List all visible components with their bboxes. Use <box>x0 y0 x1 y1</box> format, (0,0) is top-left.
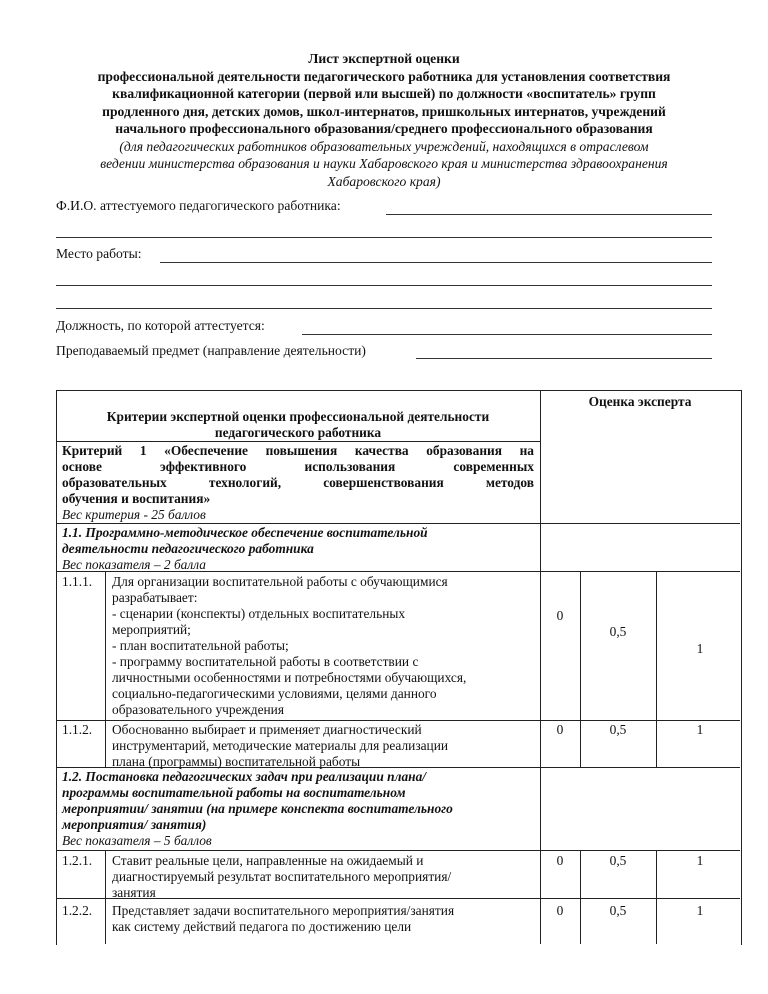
fio-label: Ф.И.О. аттестуемого педагогического работника: <box>56 198 341 213</box>
table-divider <box>580 850 581 944</box>
table-divider <box>656 571 657 767</box>
criterion-title: основе эффективного использования современных <box>62 459 534 474</box>
title-line: квалификационной категории (первой или высшей) по должности «воспитатель» групп <box>112 86 656 101</box>
row-text: мероприятий; <box>112 622 191 637</box>
criteria-header: Критерии экспертной оценки профессиональной деятельности <box>106 409 490 424</box>
title-line: продленного дня, детских домов, школ-интернатов, пришкольных интернатов, учреждений <box>102 103 666 119</box>
score-option-0[interactable]: 0 <box>556 608 564 623</box>
row-text: инструментарий, методические материалы для реализации <box>112 738 449 753</box>
criterion-title: обучения и воспитания» <box>62 491 211 506</box>
row-text: диагностируемый результат воспитательного мероприятия/ <box>112 869 452 884</box>
criterion-weight: Вес критерия - 25 баллов <box>62 507 206 522</box>
table-divider <box>580 571 581 767</box>
title-line: начального профессионального образования/среднего профессионального образования <box>115 121 653 136</box>
position-label: Должность, по которой аттестуется: <box>56 318 265 333</box>
score-option-1[interactable]: 1 <box>696 903 704 918</box>
indicator-title: программы воспитательной работы на воспитательном <box>62 785 406 800</box>
table-divider <box>105 571 106 767</box>
row-text: плана (программы) воспитательной работы <box>112 754 361 769</box>
workplace-field-continuation[interactable] <box>56 285 712 286</box>
row-text: занятия <box>112 885 156 900</box>
row-text: Ставит реальные цели, направленные на ожидаемый и <box>112 853 424 868</box>
score-option-05[interactable]: 0,5 <box>609 903 627 918</box>
score-option-1[interactable]: 1 <box>696 853 704 868</box>
subject-field[interactable] <box>416 358 712 359</box>
row-text: социально-педагогическими условиями, целями данного <box>112 686 437 701</box>
row-text: Для организации воспитательной работы с обучающимися <box>112 574 448 589</box>
criteria-header: педагогического работника <box>214 425 382 440</box>
row-text: Представляет задачи воспитательного мероприятия/занятия <box>112 903 455 918</box>
criterion-title: образовательных технологий, совершенствования методов <box>62 475 534 490</box>
table-divider <box>56 850 740 851</box>
subtitle-line: (для педагогических работников образовательных учреждений, находящихся в отраслевом <box>119 138 649 154</box>
score-option-05[interactable]: 0,5 <box>609 624 627 639</box>
row-text: личностными особенностями и потребностями обучающихся, <box>112 670 467 685</box>
indicator-title: деятельности педагогического работника <box>62 541 314 556</box>
table-divider <box>105 850 106 944</box>
table-divider <box>656 850 657 944</box>
score-option-0[interactable]: 0 <box>556 903 564 918</box>
document-title <box>40 50 728 190</box>
indicator-title: 1.2. Постановка педагогических задач при реализации плана/ <box>62 769 426 784</box>
fio-field[interactable] <box>386 214 712 215</box>
row-number: 1.2.2. <box>62 903 93 918</box>
indicator-weight: Вес показателя – 2 балла <box>62 557 206 572</box>
table-divider <box>56 720 740 721</box>
title-line: профессиональной деятельности педагогического работника для установления соответствия <box>97 68 671 84</box>
position-field[interactable] <box>302 334 712 335</box>
row-text: - план воспитательной работы; <box>112 638 289 653</box>
row-text: - программу воспитательной работы в соответствии с <box>112 654 419 669</box>
row-text: разрабатывает: <box>112 590 198 605</box>
criterion-title: Критерий 1 «Обеспечение повышения качества образования на <box>62 443 534 458</box>
table-divider <box>56 898 740 899</box>
row-text: как систему действий педагога по достижению цели <box>112 919 412 934</box>
row-number: 1.2.1. <box>62 853 93 868</box>
score-option-0[interactable]: 0 <box>556 853 564 868</box>
row-text: Обоснованно выбирает и применяет диагностический <box>112 722 422 737</box>
indicator-weight: Вес показателя – 5 баллов <box>62 833 212 848</box>
score-option-05[interactable]: 0,5 <box>609 853 627 868</box>
workplace-label: Место работы: <box>56 246 142 261</box>
score-option-0[interactable]: 0 <box>556 722 564 737</box>
workplace-field[interactable] <box>160 262 712 263</box>
score-option-05[interactable]: 0,5 <box>609 722 627 737</box>
row-number: 1.1.1. <box>62 574 93 589</box>
indicator-title: мероприятия/ занятия) <box>62 817 207 832</box>
subtitle-line: Хабаровского края) <box>327 173 441 189</box>
workplace-field-continuation[interactable] <box>56 308 712 309</box>
row-text: образовательного учреждения <box>112 702 285 717</box>
row-number: 1.1.2. <box>62 722 93 737</box>
subtitle-line: ведении министерства образования и науки Хабаровского края и министерства здравоохранения <box>100 156 668 171</box>
title-line: Лист экспертной оценки <box>308 51 460 66</box>
subject-label: Преподаваемый предмет (направление деятельности) <box>56 343 366 358</box>
indicator-title: 1.1. Программно-методическое обеспечение воспитательной <box>62 525 428 540</box>
row-text: - сценарии (конспекты) отдельных воспитательных <box>112 606 406 621</box>
score-header: Оценка эксперта <box>588 394 692 409</box>
fio-field-continuation[interactable] <box>56 237 712 238</box>
indicator-title: мероприятии/ занятии (на примере конспекта воспитательного <box>62 801 453 816</box>
score-option-1[interactable]: 1 <box>696 722 704 737</box>
score-option-1[interactable]: 1 <box>696 641 704 656</box>
